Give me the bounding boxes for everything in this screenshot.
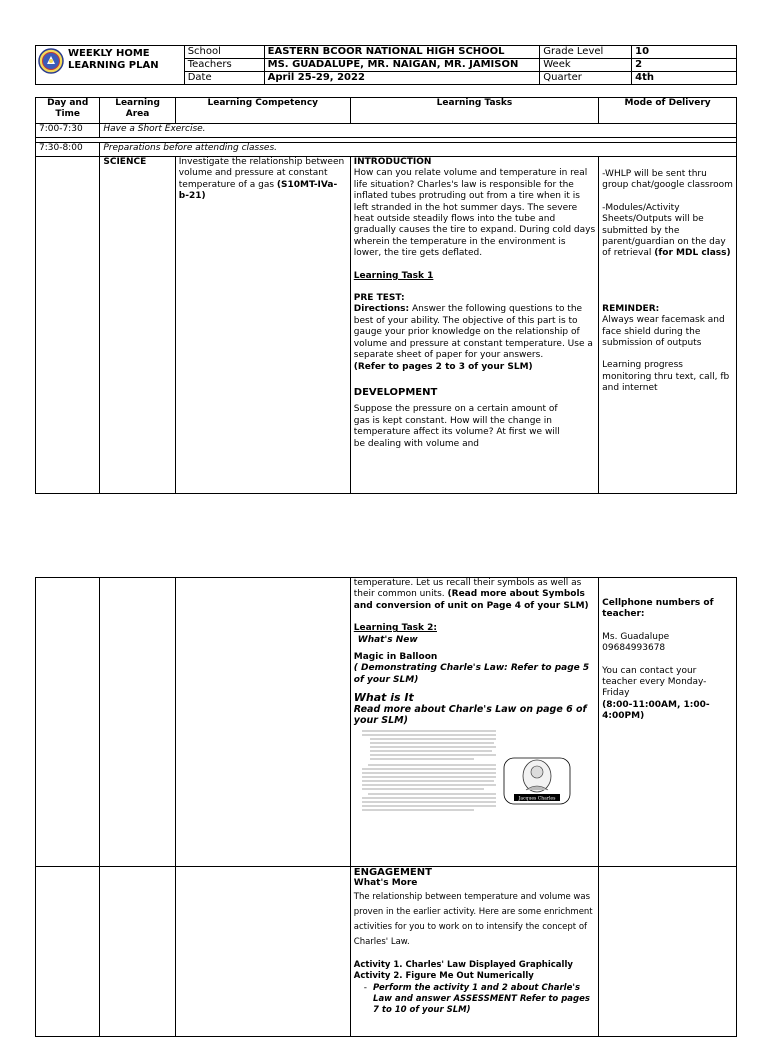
teacher-phone: 09684993678 xyxy=(602,643,666,654)
grade-label: Grade Level xyxy=(540,46,632,59)
delivery-mdl-class: (for MDL class) xyxy=(654,248,731,259)
engagement-competency-cell xyxy=(175,867,350,1037)
delivery-modules-text: -Modules/Activity Sheets/Outputs will be submitted by the parent/guardian on the day of retrieval xyxy=(602,202,726,259)
quarter-label: Quarter xyxy=(540,72,632,85)
cont-tasks-cell xyxy=(350,578,598,867)
cont-area-cell xyxy=(100,578,175,867)
teachers-value: MS. GUADALUPE, MR. NAIGAN, MR. JAMISON xyxy=(264,59,540,72)
task1-heading: Learning Task 1 xyxy=(353,270,434,281)
what-is-it: What is It xyxy=(353,691,414,705)
col-header-area: Learning Area xyxy=(100,98,175,124)
row2-activity: Preparations before attending classes. xyxy=(100,143,737,157)
header-title-line2: LEARNING PLAN xyxy=(68,60,159,71)
magic-balloon: Magic in Balloon xyxy=(353,652,438,663)
header-table xyxy=(35,45,737,85)
header-title-line1: WEEKLY HOME xyxy=(68,48,150,59)
date-label: Date xyxy=(184,72,264,85)
perform-text: Perform the activity 1 and 2 about Charle's Law and answer ASSESSMENT Refer to pages 7 to 10 of your SLM) xyxy=(373,982,590,1016)
cont-paragraph xyxy=(354,578,595,612)
progress-text: Learning progress monitoring thru text, call, fb and internet xyxy=(602,360,730,394)
portrait-caption: Jacques Charles xyxy=(518,796,556,802)
teachers-label: Teachers xyxy=(184,59,264,72)
week-value: 2 xyxy=(632,59,737,72)
science-area: SCIENCE xyxy=(100,157,175,494)
delivery-modules xyxy=(602,203,733,260)
science-competency-cell xyxy=(175,157,350,494)
demo-refer: ( Demonstrating Charle's Law: Refer to page 5 of your SLM) xyxy=(353,663,590,685)
school-label: School xyxy=(184,46,264,59)
contact-text: You can contact your teacher every Monday-Friday xyxy=(602,665,707,699)
quarter-value: 4th xyxy=(632,72,737,85)
week-label: Week xyxy=(540,59,632,72)
col-header-competency: Learning Competency xyxy=(175,98,350,124)
cont-competency-cell xyxy=(175,578,350,867)
whats-more: What's More xyxy=(353,878,418,889)
engagement-heading: ENGAGEMENT xyxy=(353,867,432,878)
col-header-day-time: Day and Time xyxy=(36,98,100,124)
delivery-whlp: -WHLP will be sent thru group chat/google classroom xyxy=(602,169,733,191)
date-value: April 25-29, 2022 xyxy=(264,72,540,85)
engagement-area-cell xyxy=(100,867,175,1037)
engagement-time-cell xyxy=(36,867,100,1037)
perform-dash: - xyxy=(363,982,368,993)
reminder-text: Always wear facemask and face shield during the submission of outputs xyxy=(602,315,725,349)
cellphone-heading: Cellphone numbers of teacher: xyxy=(602,598,714,620)
reminder-heading: REMINDER: xyxy=(602,303,660,314)
contact-cell xyxy=(599,578,737,867)
competency-code: (S10MT-IVa-b-21) xyxy=(178,179,338,202)
science-time-cell xyxy=(36,157,100,494)
row1-time: 7:00-7:30 xyxy=(36,124,100,138)
refer-pages: (Refer to pages 2 to 3 of your SLM) xyxy=(353,361,533,372)
plan-table xyxy=(35,97,737,494)
cont-time-cell xyxy=(36,578,100,867)
directions-paragraph xyxy=(354,304,595,361)
grade-value: 10 xyxy=(632,46,737,59)
perform-item xyxy=(354,983,595,1017)
school-seal-icon xyxy=(38,48,64,74)
teacher-name: Ms. Guadalupe xyxy=(602,631,670,642)
science-tasks-cell xyxy=(350,157,598,494)
school-value: EASTERN BCOOR NATIONAL HIGH SCHOOL xyxy=(264,46,540,59)
activity-2: Activity 2. Figure Me Out Numerically xyxy=(353,971,534,982)
header-title-cell xyxy=(36,46,185,85)
cont-bold: (Read more about Symbols and conversion of unit on Page 4 of your SLM) xyxy=(353,589,589,611)
col-header-tasks: Learning Tasks xyxy=(350,98,598,124)
pretest-heading: PRE TEST: xyxy=(353,293,405,304)
engagement-tasks-cell xyxy=(350,867,598,1037)
development-text: Suppose the pressure on a certain amount of gas is kept constant. How will the change in temperature affect its volume? At first we will be dealing with volume and xyxy=(353,404,560,449)
science-delivery-cell xyxy=(599,157,737,494)
plan-table-continued xyxy=(35,577,737,1037)
directions-text: Answer the following questions to the best of your ability. The objective of this part is to gauge your prior knowledge on the relationship of volume and pressure at constant temperature. Use a separate sheet of paper for your answers. xyxy=(353,304,593,361)
development-heading: DEVELOPMENT xyxy=(353,386,438,398)
task2-heading: Learning Task 2: xyxy=(353,623,437,634)
whats-new: What's New xyxy=(357,634,418,645)
cont-text: temperature. Let us recall their symbols as well as their common units. xyxy=(353,578,582,600)
engagement-text: The relationship between temperature and volume was proven in the earlier activity. Here are some enrichment activities for you to work on to intensify the concept of Charles' Law. xyxy=(353,891,593,947)
intro-heading: INTRODUCTION xyxy=(353,157,432,167)
col-header-delivery: Mode of Delivery xyxy=(599,98,737,124)
activity-1: Activity 1. Charles' Law Displayed Graphically xyxy=(353,959,573,970)
competency-text: Investigate the relationship between volume and pressure at constant temperature of a gas xyxy=(178,157,345,190)
intro-text: How can you relate volume and temperature in real life situation? Charles's law is responsible for the inflated tubes protruding out from a tire when it is left stranded in the hot summer days. The severe heat outside steadily flows into the tube and gradually causes the tire to expand. During cold days wherein the temperature in the environment is lower, the tire gets deflated. xyxy=(353,168,596,259)
slm-excerpt-image xyxy=(354,728,584,814)
engagement-delivery-cell xyxy=(599,867,737,1037)
row2-time: 7:30-8:00 xyxy=(36,143,100,157)
row1-activity: Have a Short Exercise. xyxy=(100,124,737,138)
contact-hours: (8:00-11:00AM, 1:00-4:00PM) xyxy=(602,699,710,722)
directions-label: Directions: xyxy=(353,304,410,315)
read-more: Read more about Charle's Law on page 6 of your SLM) xyxy=(353,703,587,727)
